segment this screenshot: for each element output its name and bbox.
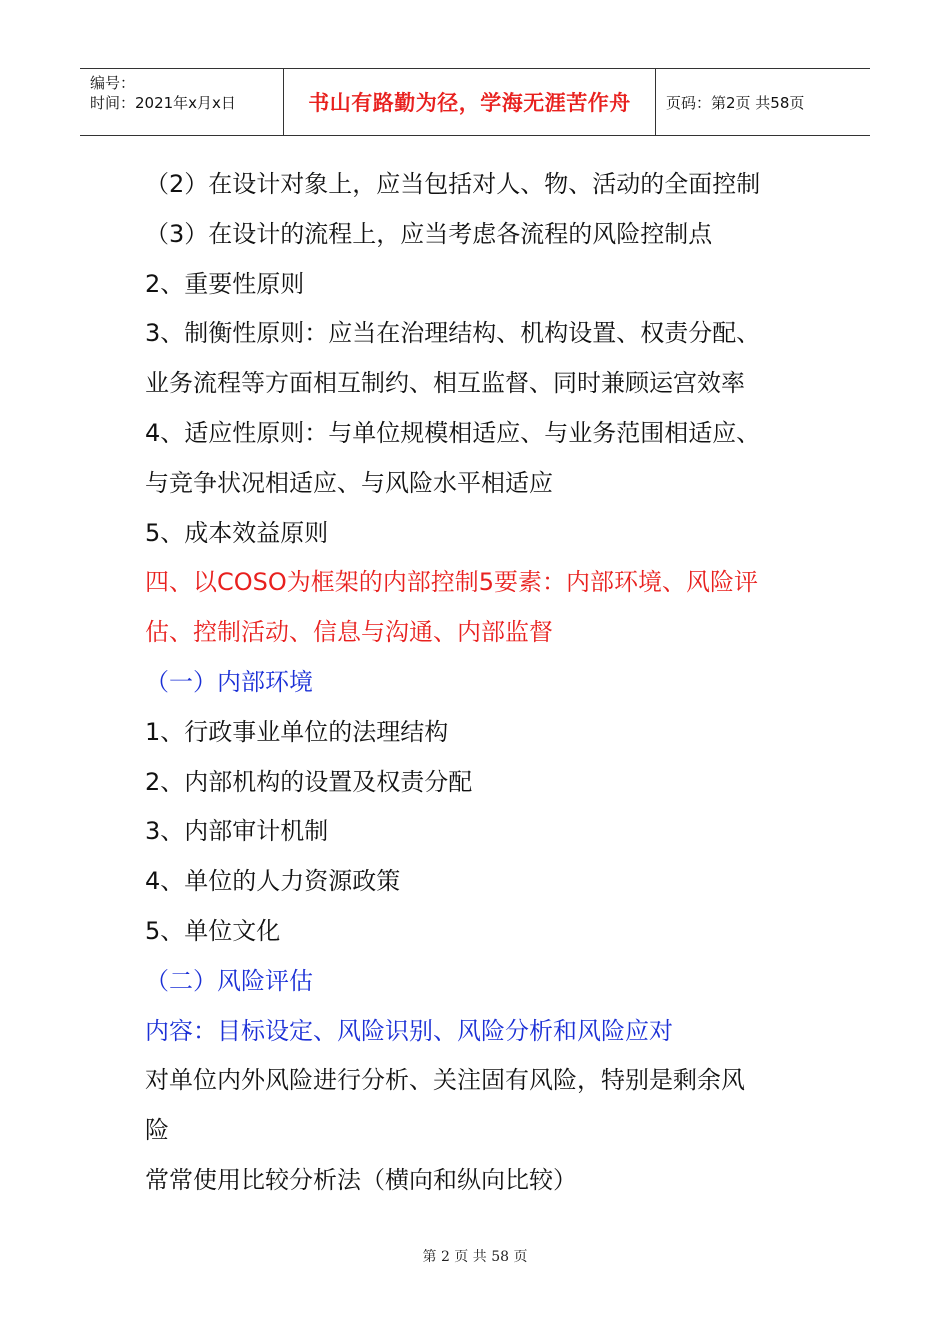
body-line: 业务流程等方面相互制约、相互监督、同时兼顾运宫效率: [145, 369, 745, 398]
body-line: 2、内部机构的设置及权责分配: [145, 767, 473, 796]
body-line: 对单位内外风险进行分析、关注固有风险，特别是剩余风: [145, 1066, 745, 1095]
document-body: [145, 160, 825, 1206]
body-line: 3、内部审计机制: [145, 817, 329, 846]
header-page-info: 页码：第2页 共58页: [666, 93, 805, 112]
body-line: 与竞争状况相适应、与风险水平相适应: [145, 468, 553, 497]
body-line: 5、单位文化: [145, 916, 281, 945]
header-motto: 书山有路勤为径，学海无涯苦作舟: [283, 69, 656, 135]
body-line: （一）内部环境: [145, 667, 313, 696]
body-line: 险: [145, 1116, 169, 1145]
body-line: 估、控制活动、信息与沟通、内部监督: [145, 618, 553, 647]
body-line: （2）在设计对象上，应当包括对人、物、活动的全面控制: [145, 170, 761, 198]
header-meta: [80, 69, 283, 135]
page-header: [80, 68, 870, 136]
body-line: 5、成本效益原则: [145, 518, 329, 547]
body-line: 1、行政事业单位的法理结构: [145, 717, 449, 746]
body-line: 常常使用比较分析法（横向和纵向比较）: [145, 1165, 577, 1194]
body-line: 4、单位的人力资源政策: [145, 867, 401, 896]
document-time-label: 时间：2021年x月x日: [90, 94, 236, 112]
body-line: 3、制衡性原则：应当在治理结构、机构设置、权责分配、: [145, 319, 761, 348]
body-line: （二）风险评估: [145, 966, 313, 995]
page-footer: 第 2 页 共 58 页: [422, 1249, 528, 1265]
body-line: （3）在设计的流程上，应当考虑各流程的风险控制点: [145, 219, 713, 248]
body-line: 四、以COSO为框架的内部控制5要素：内部环境、风险评: [145, 568, 759, 597]
body-line: 4、适应性原则：与单位规模相适应、与业务范围相适应、: [145, 418, 761, 447]
document-number-label: 编号：: [90, 74, 136, 92]
body-line: 2、重要性原则: [145, 269, 305, 298]
body-line: 内容：目标设定、风险识别、风险分析和风险应对: [145, 1016, 673, 1045]
